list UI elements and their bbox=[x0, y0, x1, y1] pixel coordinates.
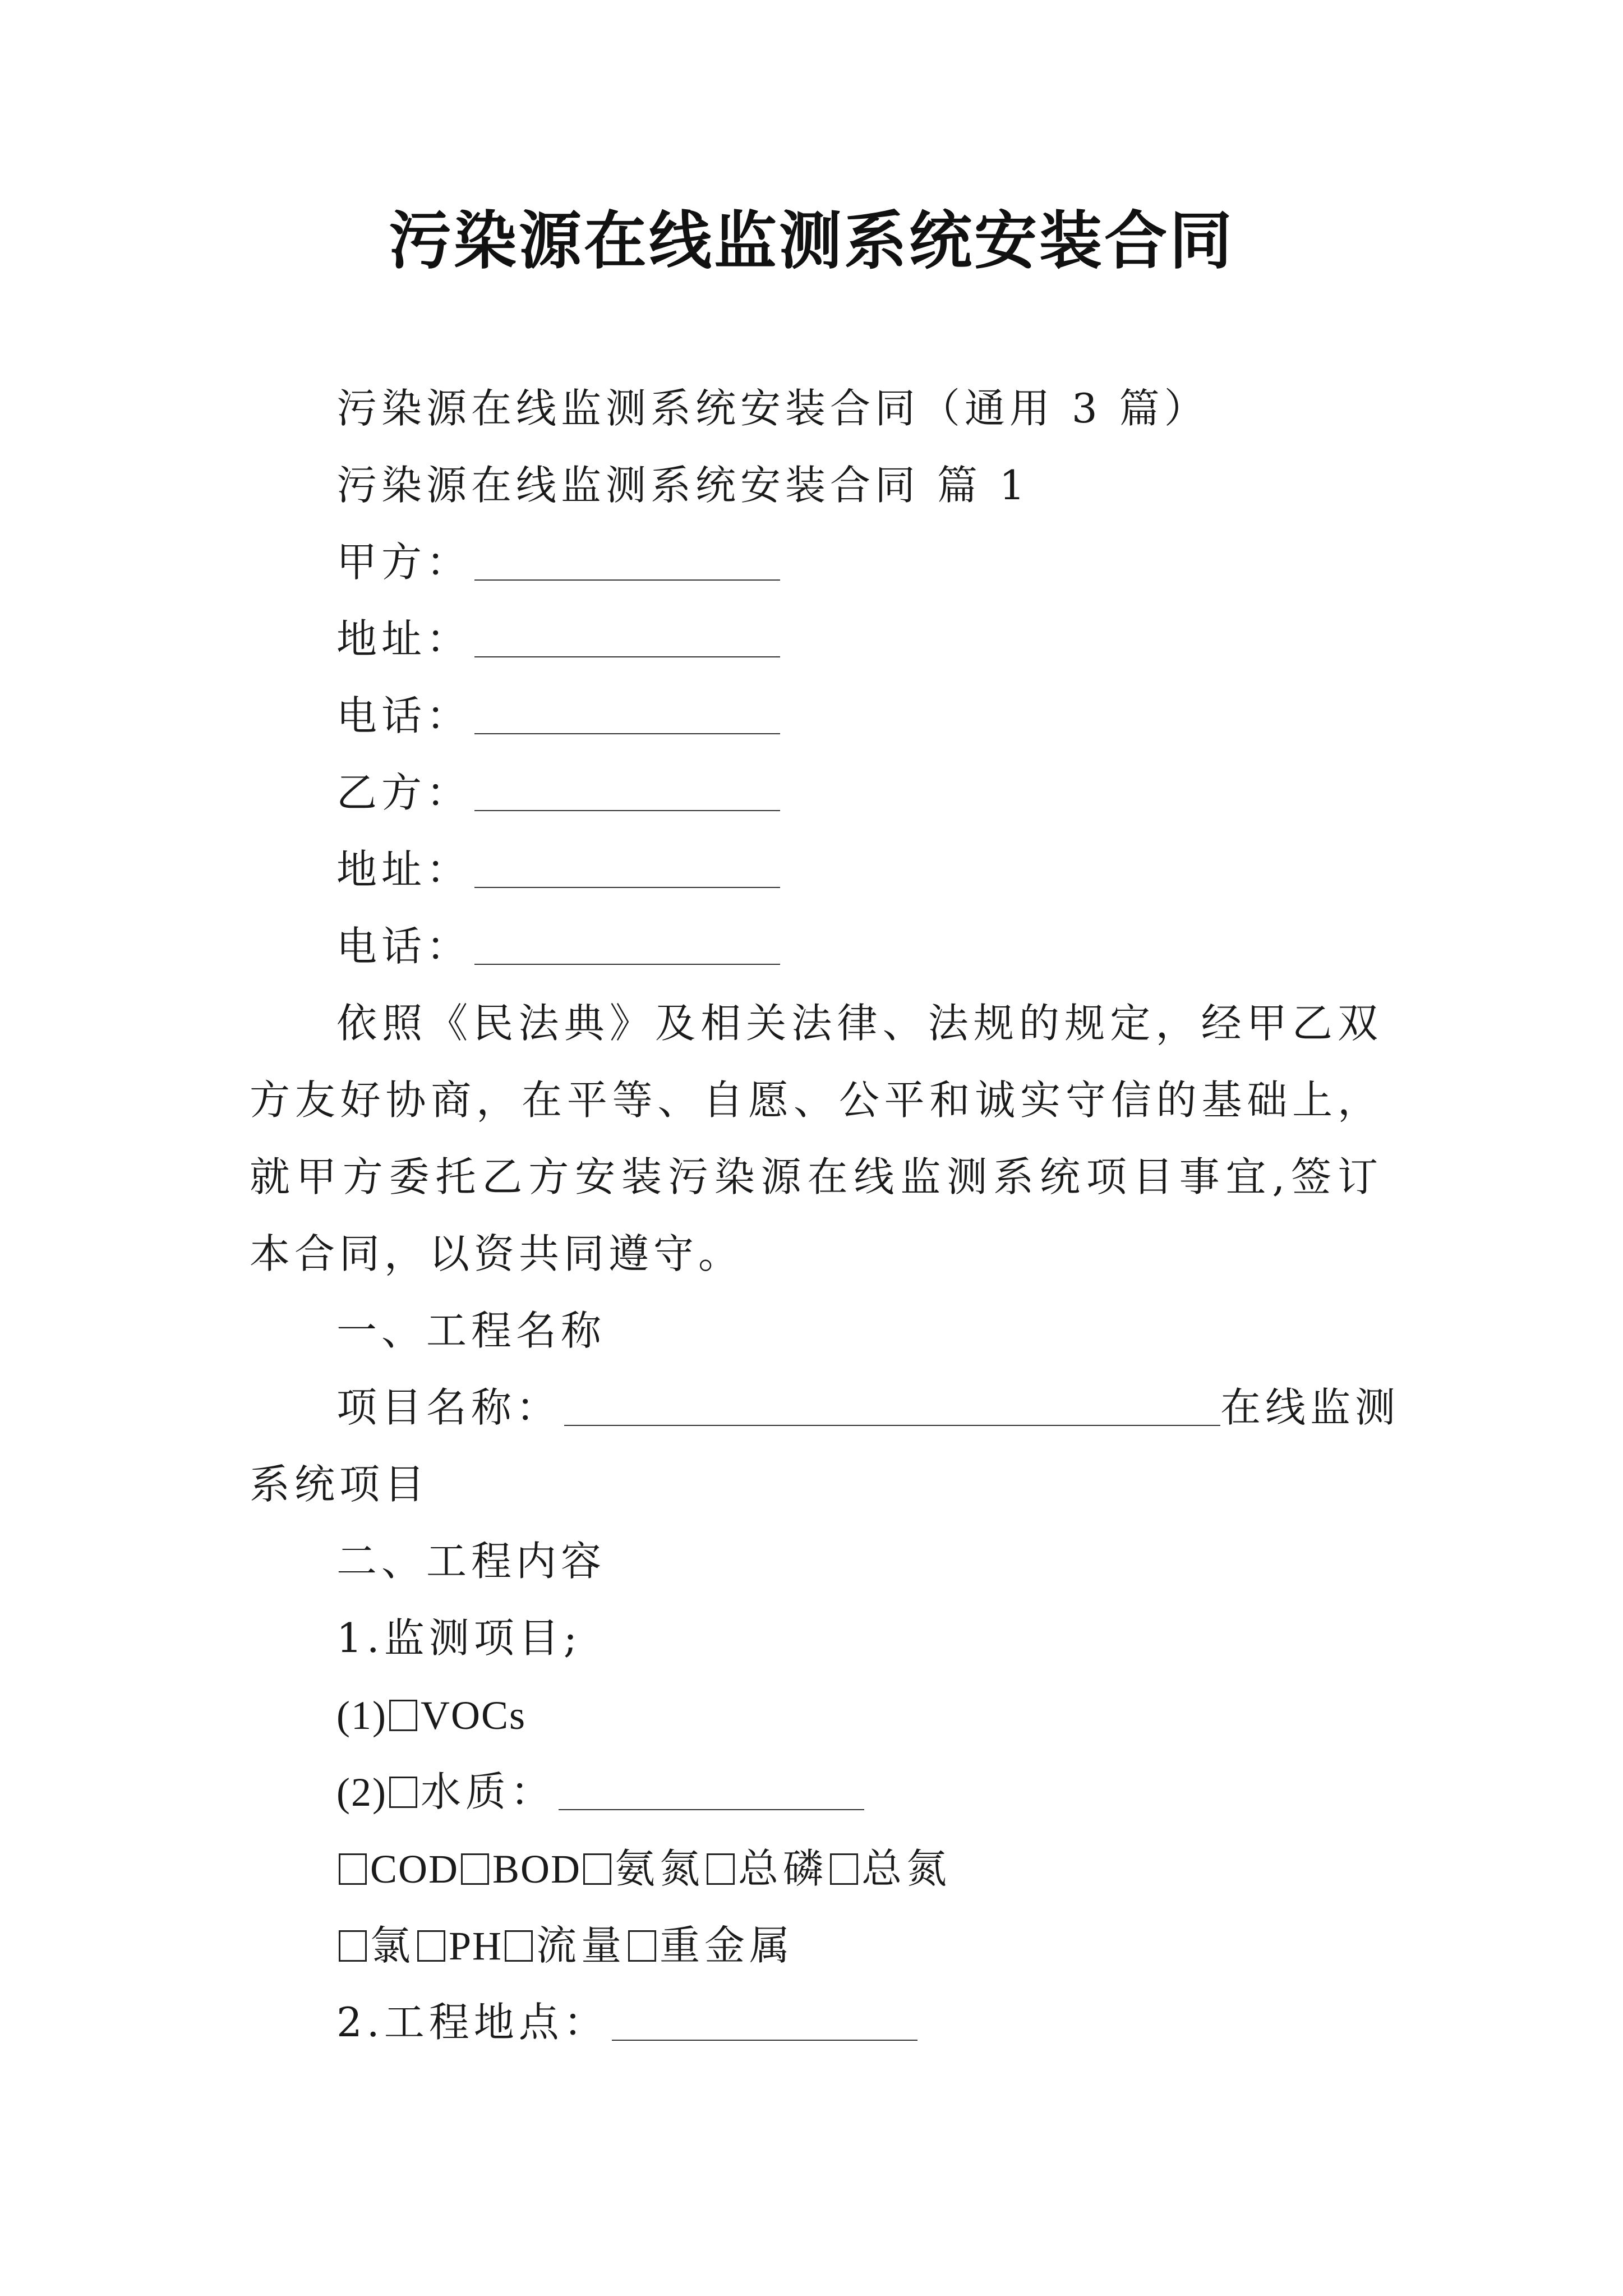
chlorine-checkbox[interactable] bbox=[339, 1930, 367, 1962]
project-name-suffix: 在线监测 bbox=[1220, 1384, 1400, 1431]
project-name-label: 项目名称： bbox=[336, 1384, 561, 1431]
party-b-phone-blank[interactable] bbox=[474, 923, 780, 965]
party-b-phone-row bbox=[250, 908, 1382, 985]
party-a-blank[interactable] bbox=[474, 539, 780, 581]
document-title: 污染源在线监测系统安装合同 bbox=[389, 204, 1234, 278]
party-b-address-label: 地址： bbox=[336, 846, 472, 893]
param-total-phosphorus: 总磷 bbox=[738, 1845, 828, 1892]
param-ammonia: 氨氮 bbox=[615, 1845, 705, 1892]
option-1-prefix: (1) bbox=[336, 1693, 387, 1738]
heavy-metals-checkbox[interactable] bbox=[628, 1930, 656, 1962]
ph-checkbox[interactable] bbox=[417, 1930, 445, 1962]
party-b-row bbox=[250, 754, 1382, 831]
party-a-address-row bbox=[250, 601, 1382, 678]
total-nitrogen-checkbox[interactable] bbox=[830, 1853, 858, 1885]
option-2-prefix: (2) bbox=[336, 1770, 387, 1815]
option-1-label: VOCs bbox=[420, 1693, 526, 1738]
water-params-row-1 bbox=[250, 1830, 1382, 1907]
project-location-row bbox=[250, 1984, 1382, 2061]
option-vocs-row bbox=[250, 1677, 1382, 1754]
project-location-blank[interactable] bbox=[612, 1999, 917, 2041]
param-chlorine: 氯 bbox=[370, 1922, 416, 1969]
option-2-label: 水质： bbox=[420, 1768, 555, 1815]
document-body bbox=[250, 370, 1400, 2061]
party-a-row bbox=[250, 524, 1382, 601]
party-a-phone-row bbox=[250, 678, 1382, 754]
project-name-blank[interactable] bbox=[564, 1384, 1220, 1426]
party-b-label: 乙方： bbox=[336, 769, 472, 816]
option-water-row bbox=[250, 1754, 1382, 1830]
party-a-phone-label: 电话： bbox=[336, 692, 472, 739]
project-name-row bbox=[250, 1369, 1400, 1446]
param-heavy-metals: 重金属 bbox=[660, 1922, 795, 1969]
project-location-label: 2.工程地点： bbox=[336, 1999, 608, 2046]
section-heading: 污染源在线监测系统安装合同 篇 1 bbox=[336, 462, 1030, 509]
monitoring-items-label bbox=[250, 1600, 1382, 1677]
water-params-row-2 bbox=[250, 1907, 1382, 1984]
param-cod: COD bbox=[370, 1847, 459, 1892]
param-bod: BOD bbox=[492, 1847, 582, 1892]
party-a-phone-blank[interactable] bbox=[474, 693, 780, 734]
ammonia-checkbox[interactable] bbox=[583, 1853, 611, 1885]
party-b-phone-label: 电话： bbox=[336, 923, 472, 970]
vocs-checkbox[interactable] bbox=[389, 1700, 417, 1731]
cod-checkbox[interactable] bbox=[339, 1853, 367, 1885]
total-phosphorus-checkbox[interactable] bbox=[707, 1853, 735, 1885]
party-a-address-blank[interactable] bbox=[474, 616, 780, 657]
clause-2-heading: 二、工程内容 bbox=[336, 1538, 606, 1585]
bod-checkbox[interactable] bbox=[461, 1853, 489, 1885]
param-flow: 流量 bbox=[536, 1922, 626, 1969]
party-a-label: 甲方： bbox=[336, 539, 472, 586]
param-total-nitrogen: 总氮 bbox=[861, 1845, 952, 1892]
party-b-address-blank[interactable] bbox=[474, 846, 780, 888]
water-quality-checkbox[interactable] bbox=[389, 1777, 417, 1808]
water-quality-blank[interactable] bbox=[559, 1769, 864, 1810]
intro-paragraph: 依照《民法典》及相关法律、法规的规定，经甲乙双方友好协商，在平等、自愿、公平和诚实守信的基础上，就甲方委托乙方安装污染源在线监测系统项目事宜,签订本合同，以资共同遵守。 bbox=[250, 1000, 1382, 1277]
party-a-address-label: 地址： bbox=[336, 615, 472, 662]
party-b-blank[interactable] bbox=[474, 770, 780, 811]
monitoring-items-text: 1.监测项目; bbox=[336, 1614, 582, 1662]
project-name-suffix-cont: 系统项目 bbox=[250, 1461, 430, 1508]
flow-checkbox[interactable] bbox=[505, 1930, 533, 1962]
document-subtitle: 污染源在线监测系统安装合同（通用 3 篇） bbox=[336, 385, 1209, 432]
clause-1-heading: 一、工程名称 bbox=[336, 1307, 606, 1354]
party-b-address-row bbox=[250, 831, 1382, 908]
param-ph: PH bbox=[449, 1924, 503, 1968]
